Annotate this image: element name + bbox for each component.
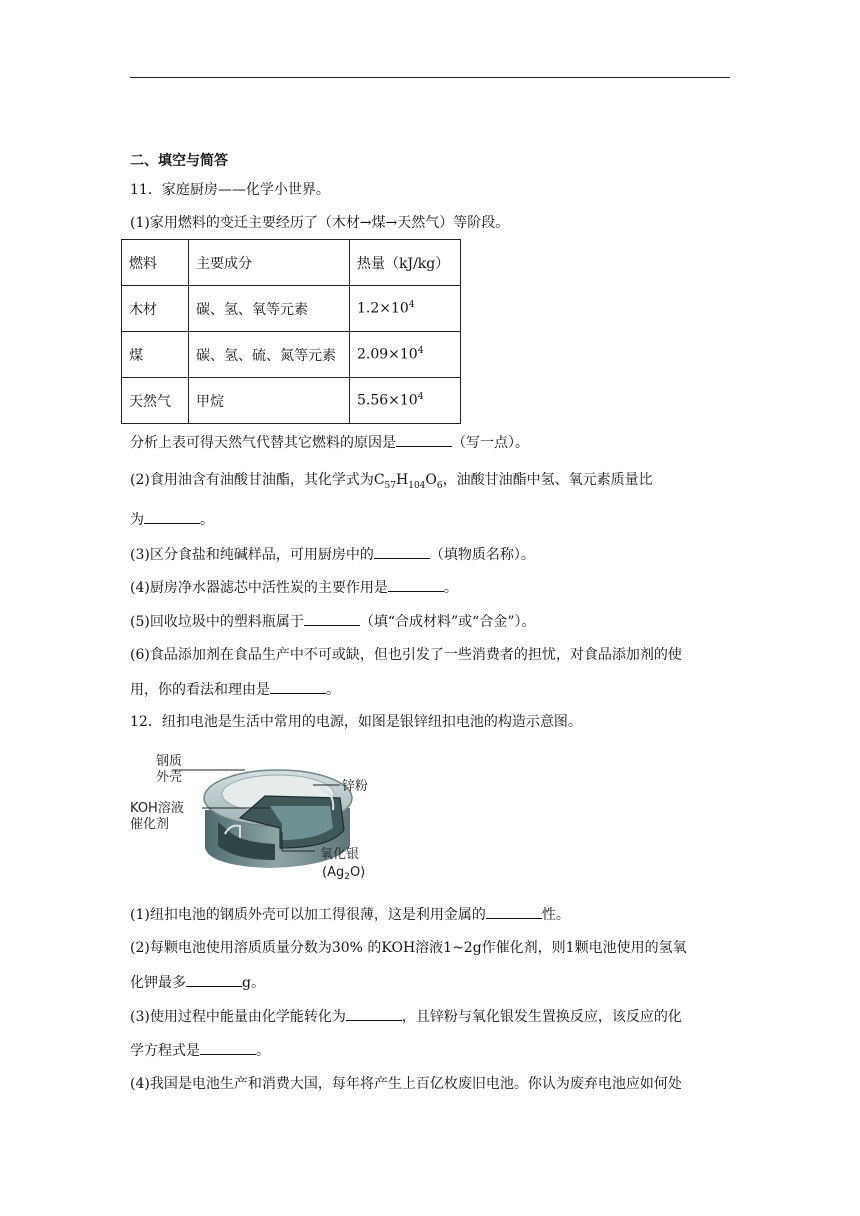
part4-text: (4)厨房净水器滤芯中活性炭的主要作用是	[130, 580, 388, 596]
label-silver-oxide: 氧化银	[320, 847, 360, 862]
label-steel: 钢质	[156, 754, 183, 769]
formula-sub: 6	[436, 480, 443, 491]
q11-part3	[130, 544, 535, 565]
table-header-cell: 主要成分	[189, 240, 350, 286]
q12-part3-line1	[130, 1006, 682, 1027]
heat-cell	[350, 332, 461, 378]
part6-end: 。	[326, 682, 340, 698]
q12-part3-end: 。	[256, 1043, 270, 1059]
q12-part2-line2	[130, 972, 265, 993]
q12-part1-text: (1)纽扣电池的钢质外壳可以加工得很薄，这是利用金属的	[130, 907, 486, 923]
answer-blank[interactable]	[346, 1006, 402, 1021]
label-shell: 外壳	[156, 770, 183, 785]
answer-blank[interactable]	[200, 1040, 256, 1055]
part3-note: （填物质名称）。	[429, 547, 535, 563]
fuel-cell: 木材	[122, 286, 189, 332]
q12-part2-line1: (2)每颗电池使用溶质质量分数为30% 的KOH溶液1~2g作催化剂，则1颗电池使用的氢氧	[130, 940, 687, 956]
heat-cell	[350, 378, 461, 424]
composition-cell: 碳、氢、硫、氮等元素	[189, 332, 350, 378]
answer-blank[interactable]	[388, 577, 444, 592]
q11-part1: (1)家用燃料的变迁主要经历了（木材→煤→天然气）等阶段。	[130, 215, 510, 231]
formula-sub: 104	[408, 480, 426, 491]
part3-text: (3)区分食盐和纯碱样品，可用厨房中的	[130, 547, 374, 563]
q11-part2	[130, 470, 653, 496]
table-row	[122, 378, 461, 424]
header-rule	[130, 77, 730, 78]
ag2o-text: (Ag	[322, 865, 345, 880]
q12-part3-line2	[130, 1040, 270, 1061]
ag2o-subscript: 2	[344, 872, 350, 882]
table-header-cell: 热量（kJ/kg）	[350, 240, 461, 286]
part5-text: (5)回收垃圾中的塑料瓶属于	[130, 614, 304, 630]
q11-part6-line2	[130, 679, 340, 700]
part2-text: (2)食用油含有油酸甘油酯，其化学式为C	[130, 472, 385, 488]
section-title: 二、填空与简答	[130, 153, 228, 169]
table-header-cell: 燃料	[122, 240, 189, 286]
answer-blank[interactable]	[304, 611, 360, 626]
label-zinc: 锌粉	[342, 779, 369, 794]
part2-cont-text: 为	[130, 512, 144, 528]
formula-element: O	[425, 472, 437, 488]
q12-part2-unit: g。	[242, 975, 265, 991]
q12-stem: 12．纽扣电池是生活中常用的电源，如图是银锌纽扣电池的构造示意图。	[130, 714, 582, 730]
heat-value: 2.09×10	[357, 346, 418, 363]
formula-element: H	[396, 472, 409, 488]
q12-part4-line1: (4)我国是电池生产和消费大国，每年将产生上百亿枚废旧电池。你认为废弃电池应如何处	[130, 1076, 682, 1092]
label-koh: KOH溶液	[130, 801, 184, 816]
q11-part5	[130, 611, 535, 632]
answer-blank[interactable]	[270, 679, 326, 694]
answer-blank[interactable]	[186, 972, 242, 987]
composition-cell: 甲烷	[189, 378, 350, 424]
part6-text: 用，你的看法和理由是	[130, 682, 270, 698]
q12-part3-text-tail: ，且锌粉与氧化银发生置换反应，该反应的化	[401, 1009, 682, 1025]
table-row	[122, 332, 461, 378]
ag2o-text-tail: O)	[349, 865, 366, 880]
table-header-row	[122, 240, 461, 286]
q12-part3-text: (3)使用过程中能量由化学能转化为	[130, 1009, 346, 1025]
q11-part4	[130, 577, 458, 598]
q11-part6-line1: (6)食品添加剂在食品生产中不可或缺，但也引发了一些消费者的担忧，对食品添加剂的使	[130, 647, 682, 663]
label-catalyst: 催化剂	[130, 817, 170, 832]
heat-exponent: 4	[408, 300, 415, 311]
formula-sub: 57	[384, 480, 396, 491]
q12-part2-text: 化钾最多	[130, 975, 186, 991]
q11-stem: 11．家庭厨房——化学小世界。	[130, 182, 330, 198]
q12-part1-end: 性。	[541, 907, 570, 923]
heat-value: 1.2×10	[357, 300, 409, 317]
part2-end: 。	[200, 512, 214, 528]
heat-exponent: 4	[417, 346, 424, 357]
heat-exponent: 4	[417, 392, 424, 403]
q11-part2-cont	[130, 509, 214, 530]
label-ag2o	[322, 865, 365, 882]
answer-blank[interactable]	[374, 544, 430, 559]
button-battery-diagram	[130, 748, 400, 888]
table-row	[122, 286, 461, 332]
fuel-cell: 煤	[122, 332, 189, 378]
analysis-note: （写一点）。	[452, 435, 529, 451]
composition-cell: 碳、氢、氧等元素	[189, 286, 350, 332]
part5-note: （填“合成材料”或“合金”）。	[359, 614, 536, 630]
part2-text-tail: ，油酸甘油酯中氢、氧元素质量比	[442, 472, 653, 488]
heat-value: 5.56×10	[357, 392, 418, 409]
heat-cell	[350, 286, 461, 332]
part4-end: 。	[443, 580, 458, 596]
fuel-table	[121, 239, 461, 424]
q11-analysis	[130, 432, 529, 453]
analysis-text: 分析上表可得天然气代替其它燃料的原因是	[130, 435, 396, 451]
q12-part3-cont: 学方程式是	[130, 1043, 200, 1059]
answer-blank[interactable]	[396, 432, 452, 447]
answer-blank[interactable]	[486, 904, 542, 919]
q12-part1	[130, 904, 570, 925]
answer-blank[interactable]	[144, 509, 200, 524]
fuel-cell: 天然气	[122, 378, 189, 424]
